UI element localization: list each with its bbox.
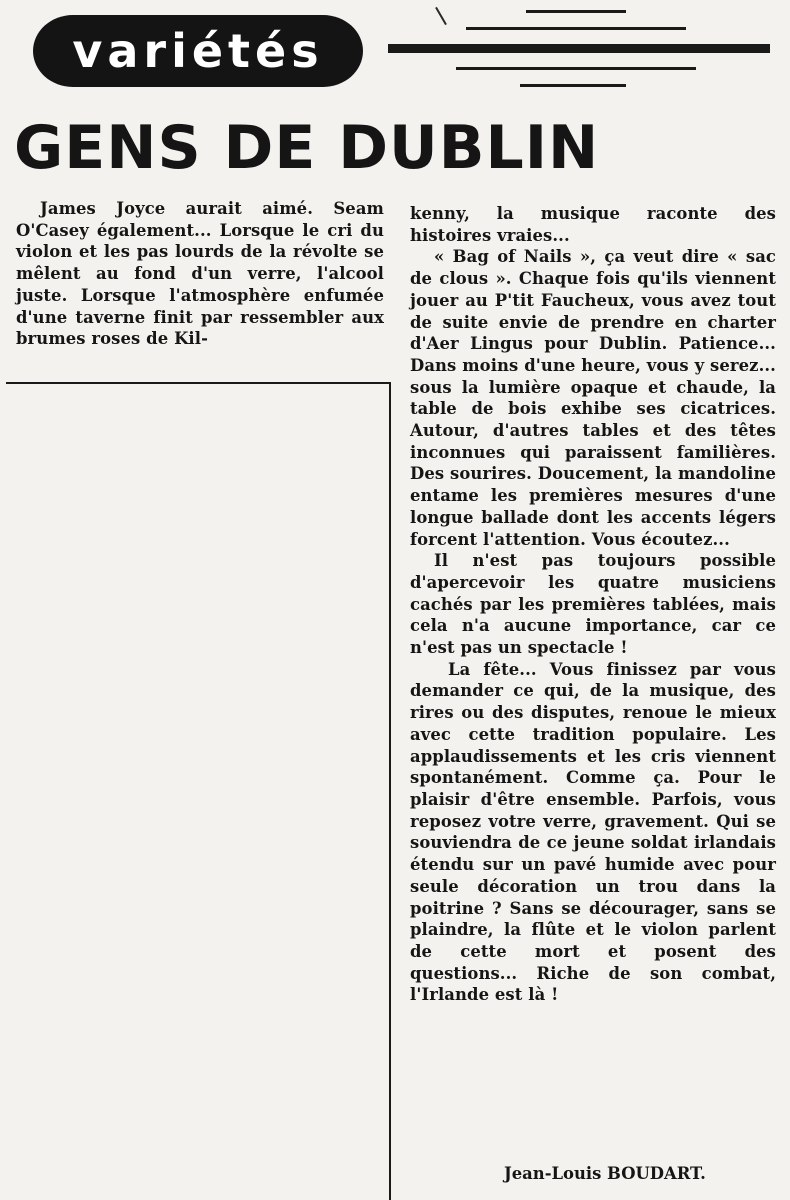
paragraph: « Bag of Nails », ça veut dire « sac de clous ». Chaque fois qu'ils viennent jouer au P'tit Faucheux, vous avez tout de suite envie de prendre en charter d'Aer Lingus pour Dublin. Patience... Dans moins d'une heure, vous y serez... sous la lumière opaque et chaude, la table de bois exhibe ses cicatrices. Autour, d'autres tables et des têtes inconnues qui paraissent familières. Des sourires. Doucement, la mandoline entame les premières mesures d'une longue ballade dont les accents légers forcent l'attention. Vous écoutez... <box>410 247 776 549</box>
header-rule-2 <box>466 27 686 30</box>
column-divider-top <box>6 382 390 384</box>
header-rule-3 <box>456 67 696 70</box>
paragraph: James Joyce aurait aimé. Seam O'Casey également... Lorsque le cri du violon et les pas lourds de la révolte se mêlent au fond d'un verre, l'alcool juste. Lorsque l'atmosphère enfumée d'une taverne finit par ressembler aux brumes roses de Kil- <box>16 199 384 349</box>
paragraph: La fête... Vous finissez par vous demander ce qui, de la musique, des rires ou des disputes, renoue le mieux avec cette tradition populaire. Les applaudissements et les cris viennent spontanément. Comme ça. Pour le plaisir d'être ensemble. Parfois, vous reposez votre verre, gravement. Qui se souviendra de ce jeune soldat irlandais étendu sur un pavé humide avec pour seule décoration un trou dans la poitrine ? Sans se décourager, sans se plaindre, la flûte et le violon parlent de cette mort et posent des questions... Riche de son combat, l'Irlande est là ! <box>410 659 776 1005</box>
author-signature: Jean-Louis BOUDART. <box>504 1164 706 1183</box>
decorative-tick <box>435 7 447 25</box>
article-column-right <box>410 203 776 1006</box>
section-rubric: variétés <box>33 15 363 87</box>
paragraph: Il n'est pas toujours possible d'apercevoir les quatre musiciens cachés par les premières tablées, mais cela n'a aucune importance, car ce n'est pas un spectacle ! <box>410 551 776 658</box>
header-rule-4 <box>520 84 626 87</box>
header-rule-main <box>388 44 770 53</box>
paragraph-continuation: kenny, la musique raconte des histoires vraies... <box>410 204 776 245</box>
article-column-left <box>16 198 384 350</box>
header-rule-1 <box>526 10 626 13</box>
article-headline: GENS DE DUBLIN <box>14 113 600 183</box>
column-divider-vertical <box>389 382 391 1200</box>
